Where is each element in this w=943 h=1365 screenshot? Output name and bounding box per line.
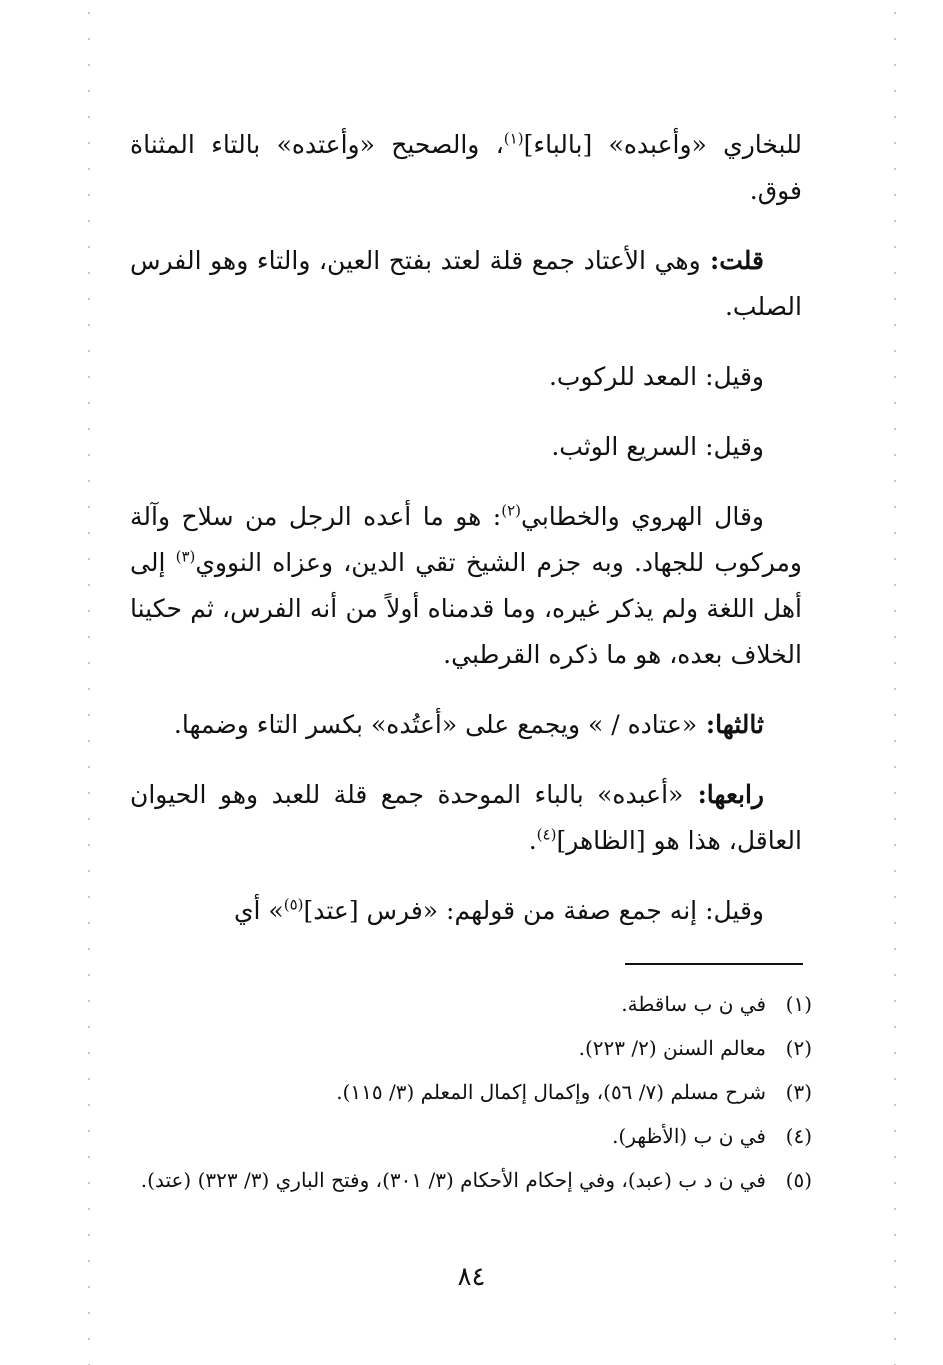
paragraph-text: وقيل: إنه جمع صفة من قولهم: «فرس [عتد] (303, 896, 764, 925)
paragraph (130, 494, 802, 678)
paragraph (130, 122, 802, 214)
footnote-ref: (٥) (283, 895, 304, 914)
paragraph (130, 888, 802, 934)
left-margin-dots (88, 0, 90, 1365)
paragraph (130, 354, 802, 400)
paragraph-text: «أعبده» بالباء الموحدة جمع قلة للعبد وهو الحيوان العاقل، هذا هو [الظاهر] (130, 780, 802, 855)
footnote-number: (٢) (785, 1036, 812, 1060)
footnote-ref: (٢) (501, 501, 521, 520)
paragraph-text: وقيل: السريع الوثب. (551, 432, 764, 461)
page-number: ٨٤ (457, 1262, 486, 1292)
main-text (130, 122, 802, 934)
paragraph-text: : هو ما أعده الرجل من سلاح وآلة ومركوب للجهاد. وبه جزم الشيخ تقي الدين، وعزاه النووي (130, 502, 802, 577)
footnote-ref: (٣) (175, 547, 196, 566)
paragraph-lead: قلت: (700, 246, 764, 275)
paragraph-text: . (528, 826, 537, 855)
footnote-text: معالم السنن (٢/ ٢٢٣). (578, 1036, 766, 1060)
paragraph-text: » أي (233, 896, 284, 925)
paragraph-text: إلى أهل اللغة ولم يذكر غيره، وما قدمناه أولاً من أنه الفرس، ثم حكينا الخلاف بعده، هو ما ذكره القرطبي. (130, 548, 802, 669)
footnote-ref: (٤) (536, 825, 557, 844)
paragraph-text: وهي الأعتاد جمع قلة لعتد بفتح العين، والتاء وهو الفرس الصلب. (130, 246, 802, 321)
footnotes (140, 982, 812, 1202)
footnote-text: شرح مسلم (٧/ ٥٦)، وإكمال إكمال المعلم (٣/ ١١٥). (336, 1080, 766, 1104)
footnote-item (140, 1158, 812, 1202)
paragraph (130, 238, 802, 330)
footnote-item (140, 1026, 812, 1070)
paragraph-text: للبخاري «وأعبده» [بالباء] (523, 130, 802, 159)
paragraph-text: وقال الهروي والخطابي (521, 502, 764, 531)
right-margin-dots (894, 0, 896, 1365)
footnote-number: (١) (785, 992, 812, 1016)
paragraph-text: «عتاده / » ويجمع على «أعتُده» بكسر التاء وضمها. (173, 710, 698, 739)
footnote-number: (٥) (785, 1168, 812, 1192)
footnote-separator (625, 963, 803, 965)
paragraph (130, 424, 802, 470)
paragraph (130, 702, 802, 748)
footnote-text: في ن د ب (عبد)، وفي إحكام الأحكام (٣/ ٣٠١)، وفتح الباري (٣/ ٣٢٣) (عتد). (140, 1168, 766, 1192)
footnote-number: (٤) (785, 1124, 812, 1148)
footnote-ref: (١) (503, 129, 524, 148)
paragraph-text: ، والصحيح «وأعتده» بالتاء المثناة فوق. (130, 130, 802, 205)
footnote-text: في ن ب ساقطة. (621, 992, 766, 1016)
footnote-item (140, 1070, 812, 1114)
paragraph (130, 772, 802, 864)
paragraph-lead: ثالثها: (697, 710, 764, 739)
paragraph-lead: رابعها: (683, 780, 764, 809)
footnote-item (140, 982, 812, 1026)
footnote-item (140, 1114, 812, 1158)
footnote-text: في ن ب (الأظهر). (612, 1124, 766, 1148)
footnote-number: (٣) (785, 1080, 812, 1104)
paragraph-text: وقيل: المعد للركوب. (548, 362, 764, 391)
